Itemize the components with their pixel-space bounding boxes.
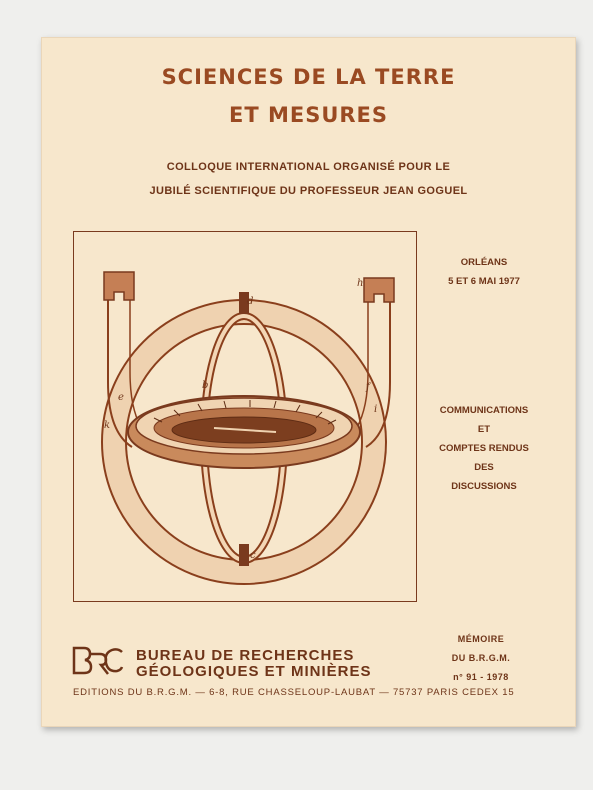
publisher-name: [136, 648, 372, 680]
engraving-letter-d: d: [247, 296, 254, 307]
engraving-letter-e: e: [118, 392, 124, 403]
cover-title-line1: SCIENCES DE LA TERRE: [161, 65, 456, 89]
engraving-frame: [73, 231, 417, 602]
venue-city: ORLÉANS: [460, 257, 508, 268]
book-cover: [41, 37, 576, 727]
publisher-address: EDITIONS DU B.R.G.M. — 6-8, RUE CHASSELOUP-LAUBAT — 75737 PARIS CEDEX 15: [73, 687, 515, 698]
engraving-letter-f: f: [366, 382, 370, 393]
engraving-letter-i: i: [374, 404, 378, 415]
contents-line: DISCUSSIONS: [451, 481, 517, 492]
subtitle-line2: JUBILÉ SCIENTIFIQUE DU PROFESSEUR JEAN GOGUEL: [149, 185, 468, 197]
subtitle-line1: COLLOQUE INTERNATIONAL ORGANISÉ POUR LE: [166, 161, 451, 173]
contents-block: [424, 401, 544, 496]
publisher-line1: BUREAU DE RECHERCHES: [136, 647, 355, 664]
brgm-logo: [70, 644, 128, 676]
brgm-logo-text: BRGM: [70, 644, 73, 645]
contents-line: ET: [477, 424, 491, 435]
engraving-letter-b: b: [202, 380, 209, 391]
engraving-letter-c: c: [250, 550, 256, 561]
venue-block: [424, 253, 544, 291]
contents-line: COMPTES RENDUS: [439, 443, 529, 454]
armillary-instrument-illustration: [74, 232, 416, 601]
memoir-block: [431, 630, 531, 687]
memoir-line: n° 91 - 1978: [453, 672, 509, 682]
contents-line: COMMUNICATIONS: [439, 405, 529, 416]
memoir-line: DU B.R.G.M.: [451, 653, 511, 663]
venue-dates: 5 ET 6 MAI 1977: [448, 276, 520, 287]
cover-title-line2: ET MESURES: [228, 103, 389, 127]
memoir-line: MÉMOIRE: [457, 634, 505, 644]
publisher-line2: GÉOLOGIQUES ET MINIÈRES: [136, 663, 372, 680]
contents-line: DES: [474, 462, 494, 473]
engraving-letter-h: h: [357, 278, 364, 289]
engraving-letter-k: k: [104, 420, 111, 431]
